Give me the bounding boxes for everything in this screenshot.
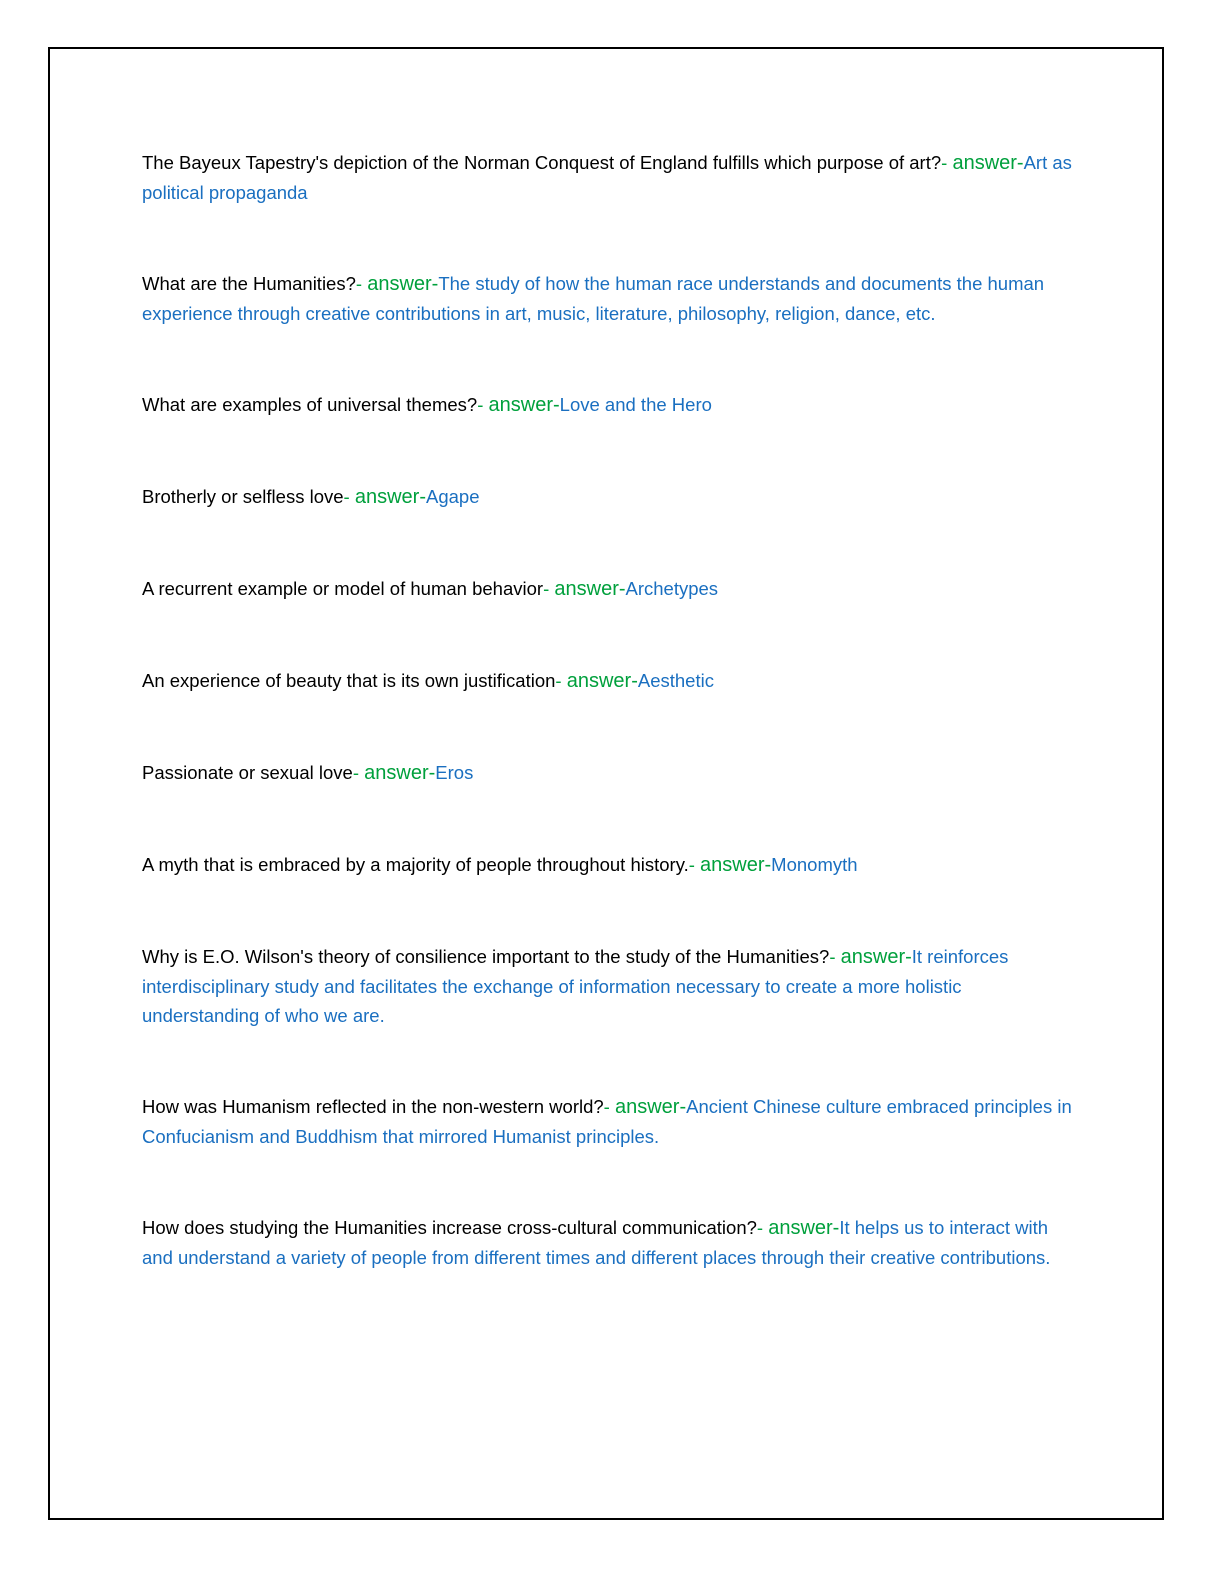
answer-label: answer- (840, 946, 912, 968)
answer-text: Aesthetic (637, 670, 714, 691)
separator: - (352, 762, 365, 783)
question-text: A myth that is embraced by a majority of people throughout history. (142, 854, 689, 875)
qa-item (142, 1092, 1077, 1151)
question-text: What are the Humanities? (142, 273, 356, 294)
answer-label: answer- (768, 1217, 840, 1239)
answer-text: Agape (425, 486, 480, 507)
qa-item (142, 390, 1077, 420)
question-text: The Bayeux Tapestry's depiction of the Norman Conquest of England fulfills which purpose of art? (142, 152, 942, 173)
qa-item (142, 269, 1077, 328)
answer-text: It reinforces interdisciplinary study and facilitates the exchange of information necessary to create a more holistic understanding of who we are. (142, 946, 1009, 1026)
answer-text: Eros (435, 762, 474, 783)
answer-text: Monomyth (771, 854, 858, 875)
answer-text: Love and the Hero (559, 394, 712, 415)
answer-text: The study of how the human race understands and documents the human experience through creative contributions in art, music, literature, philosophy, religion, dance, etc. (142, 273, 1045, 324)
qa-item (142, 148, 1077, 207)
qa-list (142, 148, 1077, 1272)
qa-item (142, 1213, 1077, 1272)
answer-text: Archetypes (625, 578, 719, 599)
separator: - (688, 854, 701, 875)
question-text: Why is E.O. Wilson's theory of consilience important to the study of the Humanities? (142, 946, 830, 967)
qa-item (142, 574, 1077, 604)
question-text: Passionate or sexual love (142, 762, 353, 783)
answer-label: answer- (554, 578, 626, 600)
question-text: What are examples of universal themes? (142, 394, 478, 415)
separator: - (477, 394, 489, 415)
answer-label: answer- (566, 670, 638, 692)
answer-label: answer- (700, 854, 772, 876)
separator: - (603, 1096, 615, 1117)
question-text: How was Humanism reflected in the non-western world? (142, 1096, 604, 1117)
qa-item (142, 942, 1077, 1030)
separator: - (555, 670, 567, 691)
qa-item (142, 758, 1077, 788)
answer-text: It helps us to interact with and understand a variety of people from different times and different places through their creative contributions. (142, 1217, 1051, 1268)
answer-label: answer- (488, 394, 560, 416)
question-text: A recurrent example or model of human behavior (142, 578, 544, 599)
answer-label: answer- (364, 762, 436, 784)
answer-label: answer- (614, 1096, 687, 1118)
separator: - (756, 1217, 769, 1238)
separator: - (941, 152, 953, 173)
question-text: An experience of beauty that is its own justification (142, 670, 556, 691)
separator: - (543, 578, 555, 599)
answer-text: Art as political propaganda (142, 152, 1072, 203)
qa-item (142, 482, 1077, 512)
qa-item (142, 850, 1077, 880)
separator: - (829, 946, 841, 967)
qa-item (142, 666, 1077, 696)
answer-text: Ancient Chinese culture embraced principles in Confucianism and Buddhism that mirrored Humanist principles. (142, 1096, 1072, 1147)
question-text: Brotherly or selfless love (142, 486, 344, 507)
answer-label: answer- (367, 273, 439, 295)
answer-label: answer- (354, 486, 426, 508)
question-text: How does studying the Humanities increase cross-cultural communication? (142, 1217, 757, 1238)
answer-label: answer- (952, 152, 1024, 174)
separator: - (355, 273, 368, 294)
separator: - (343, 486, 355, 507)
